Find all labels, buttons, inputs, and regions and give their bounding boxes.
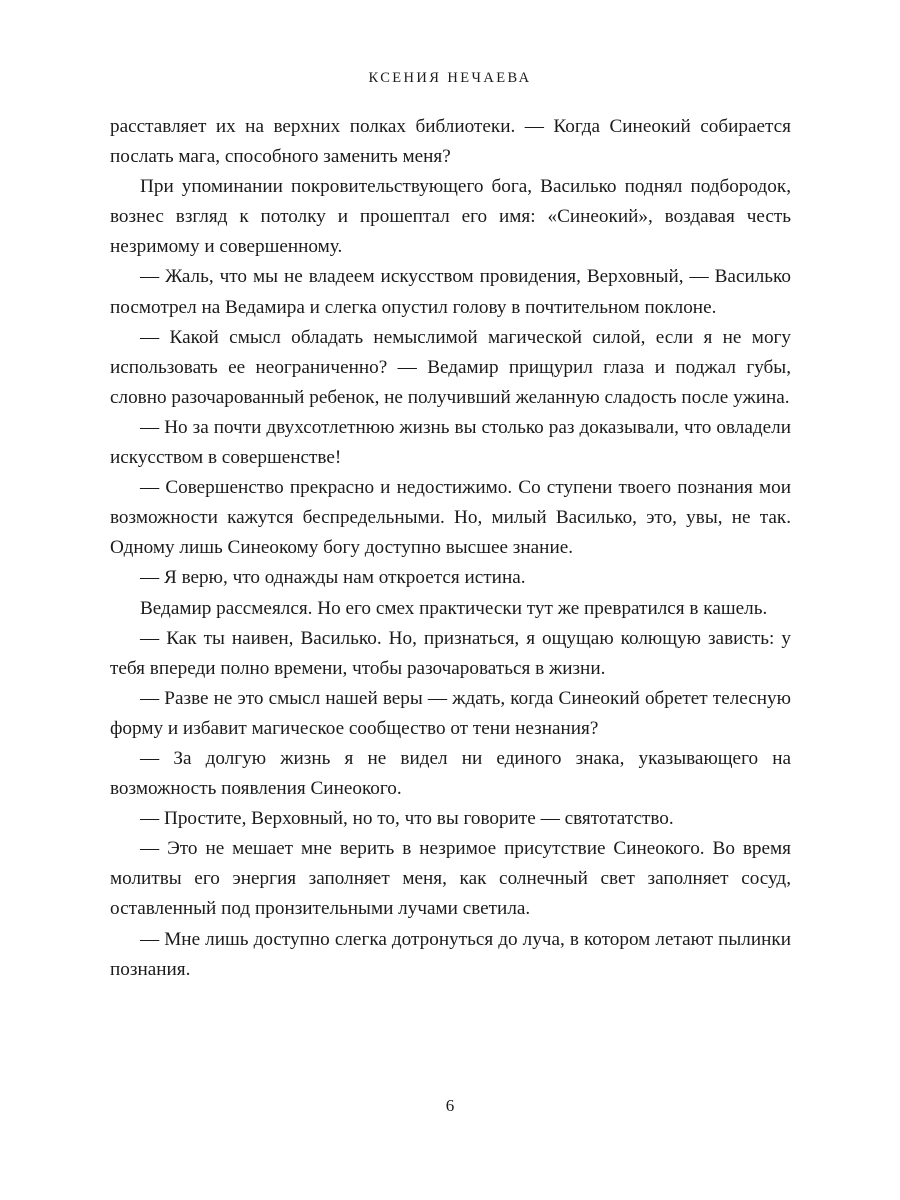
body-paragraph: — Совершенство прекрасно и недостижимо. Со ступени твоего познания мои возможности кажутся беспредельными. Но, милый Василько, это, увы, не так. Одному лишь Синеокому богу доступно высшее знание. <box>110 477 791 559</box>
body-text-block <box>110 112 791 985</box>
body-paragraph: При упоминании покровительствующего бога, Василько поднял подбородок, вознес взгляд к потолку и прошептал его имя: «Синеокий», воздавая честь незримому и совершенному. <box>110 176 791 258</box>
body-paragraph: — Это не мешает мне верить в незримое присутствие Синеокого. Во время молитвы его энергия заполняет меня, как солнечный свет заполняет сосуд, оставленный под пронзительными лучами светила. <box>110 838 791 920</box>
body-paragraph: — Простите, Верховный, но то, что вы говорите — святотатство. <box>140 808 674 830</box>
running-head: КСЕНИЯ НЕЧАЕВА <box>368 70 532 86</box>
body-paragraph: Ведамир рассмеялся. Но его смех практически тут же превратился в кашель. <box>140 597 768 619</box>
body-paragraph: — Я верю, что однажды нам откроется истина. <box>140 567 526 589</box>
body-paragraph: — Жаль, что мы не владеем искусством провидения, Верховный, — Василько посмотрел на Ведамира и слегка опустил голову в почтительном поклоне. <box>110 266 791 318</box>
body-paragraph: — Какой смысл обладать немыслимой магической силой, если я не могу использовать ее неограниченно? — Ведамир прищурил глаза и поджал губы, словно разочарованный ребенок, не получивший желанную сладость после ужина. <box>110 326 791 408</box>
body-paragraph: — Разве не это смысл нашей веры — ждать, когда Синеокий обретет телесную форму и избавит магическое сообщество от тени незнания? <box>110 687 791 739</box>
body-paragraph: — Но за почти двухсотлетнюю жизнь вы столько раз доказывали, что овладели искусством в совершенстве! <box>110 416 791 469</box>
body-paragraph: — За долгую жизнь я не видел ни единого знака, указывающего на возможность появления Синеокого. <box>110 747 791 800</box>
body-paragraph: расставляет их на верхних полках библиотеки. — Когда Синеокий собирается послать мага, способного заменить меня? <box>110 116 791 168</box>
body-paragraph: — Мне лишь доступно слегка дотронуться до луча, в котором летают пылинки познания. <box>110 928 791 980</box>
body-paragraph: — Как ты наивен, Василько. Но, признаться, я ощущаю колющую зависть: у тебя впереди полно времени, чтобы разочароваться в жизни. <box>110 627 791 679</box>
page-number: 6 <box>445 1096 455 1115</box>
